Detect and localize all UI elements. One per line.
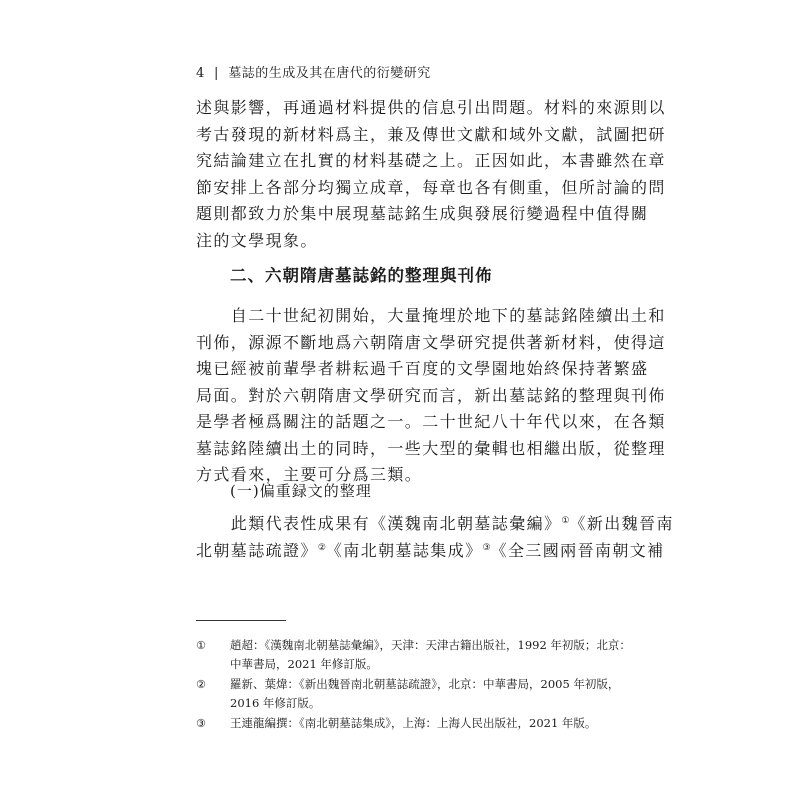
paragraph-line: 刊佈，源源不斷地爲六朝隋唐文學研究提供著新材料，使得這 (196, 332, 666, 352)
page-number: 4 (196, 66, 205, 81)
section-heading: 二、六朝隋唐墓誌銘的整理與刊佈 (230, 266, 493, 285)
last-paragraph (196, 508, 674, 561)
paragraph-line: 塊已經被前輩學者耕耘過千百度的文學園地始終保持著繁盛 (196, 359, 649, 378)
footnote-line: 羅新、葉煒：《新出魏晉南北朝墓誌疏證》，北京：中華書局，2005 年初版， (230, 677, 620, 691)
paragraph-line: 究結論建立在扎實的材料基礎之上。正因如此，本書雖然在章 (196, 151, 666, 170)
footnote-2 (196, 675, 620, 713)
running-head (196, 62, 431, 81)
paragraph-line: 墓誌銘陸續出土的同時，一些大型的彙輯也相繼出版，從整理 (196, 438, 666, 458)
paragraph-line (196, 535, 665, 562)
text-run: 北朝墓誌疏證》 (196, 540, 318, 560)
footnote-1 (196, 636, 631, 674)
footnote-number: ② (196, 678, 206, 691)
paragraph-line: 考古發現的新材料爲主，兼及傳世文獻和域外文獻，試圖把研 (196, 124, 666, 144)
footnote-ref-2[interactable]: ② (317, 542, 326, 553)
footnote-line: 中華書局，2021 年修訂版。 (230, 657, 378, 671)
text-run: 《南北朝墓誌集成》 (325, 540, 483, 560)
footnote-ref-1[interactable]: ① (561, 516, 570, 526)
footnote-line: 2016 年修訂版。 (230, 696, 321, 710)
footnote-3 (196, 714, 616, 733)
paragraph-line: 注的文學現象。 (196, 230, 318, 250)
footnote-number: ③ (196, 717, 206, 730)
text-run: 此類代表性成果有《漢魏南北朝墓誌彙編》 (196, 514, 562, 533)
text-run: 《新出魏晉南 (569, 514, 674, 533)
paragraph-line (196, 508, 674, 535)
paragraph-line: 方式看來，主要可分爲三類。 (196, 465, 423, 484)
footnotes (196, 636, 631, 734)
book-title: 墓誌的生成及其在唐代的衍變研究 (228, 66, 431, 81)
paragraph-line: 述與影響，再通過材料提供的信息引出問題。材料的來源則以 (196, 98, 666, 117)
footnote-number: ① (196, 639, 206, 652)
subsection-heading: (一)偏重録文的整理 (230, 482, 372, 500)
paragraph-line: 題則都致力於集中展現墓誌銘生成與發展衍變過程中值得關 (196, 204, 649, 223)
intro-paragraph (196, 95, 666, 254)
footnote-line: 王連龍編撰：《南北朝墓誌集成》，上海：上海人民出版社，2021 年版。 (230, 716, 597, 730)
paragraph-line: 自二十世紀初開始，大量掩埋於地下的墓誌銘陸續出土和 (196, 306, 666, 325)
section-paragraph (196, 303, 666, 489)
paragraph-line: 是學者極爲關注的話題之一。二十世紀八十年代以來，在各類 (196, 412, 666, 431)
paragraph-line: 局面。對於六朝隋唐文學研究而言，新出墓誌銘的整理與刊佈 (196, 385, 666, 405)
footnote-text (230, 675, 620, 713)
footnote-divider (196, 620, 286, 621)
footnote-text (230, 714, 616, 733)
header-separator: | (214, 66, 219, 81)
text-run: 《全三國兩晉南朝文補 (490, 540, 665, 560)
footnote-line: 趙超：《漢魏南北朝墓誌彙編》，天津：天津古籍出版社，1992 年初版；北京： (230, 638, 631, 652)
footnote-text (230, 636, 631, 674)
paragraph-line: 節安排上各部分均獨立成章，每章也各有側重，但所討論的問 (196, 177, 666, 197)
footnote-ref-3[interactable]: ③ (482, 542, 491, 553)
